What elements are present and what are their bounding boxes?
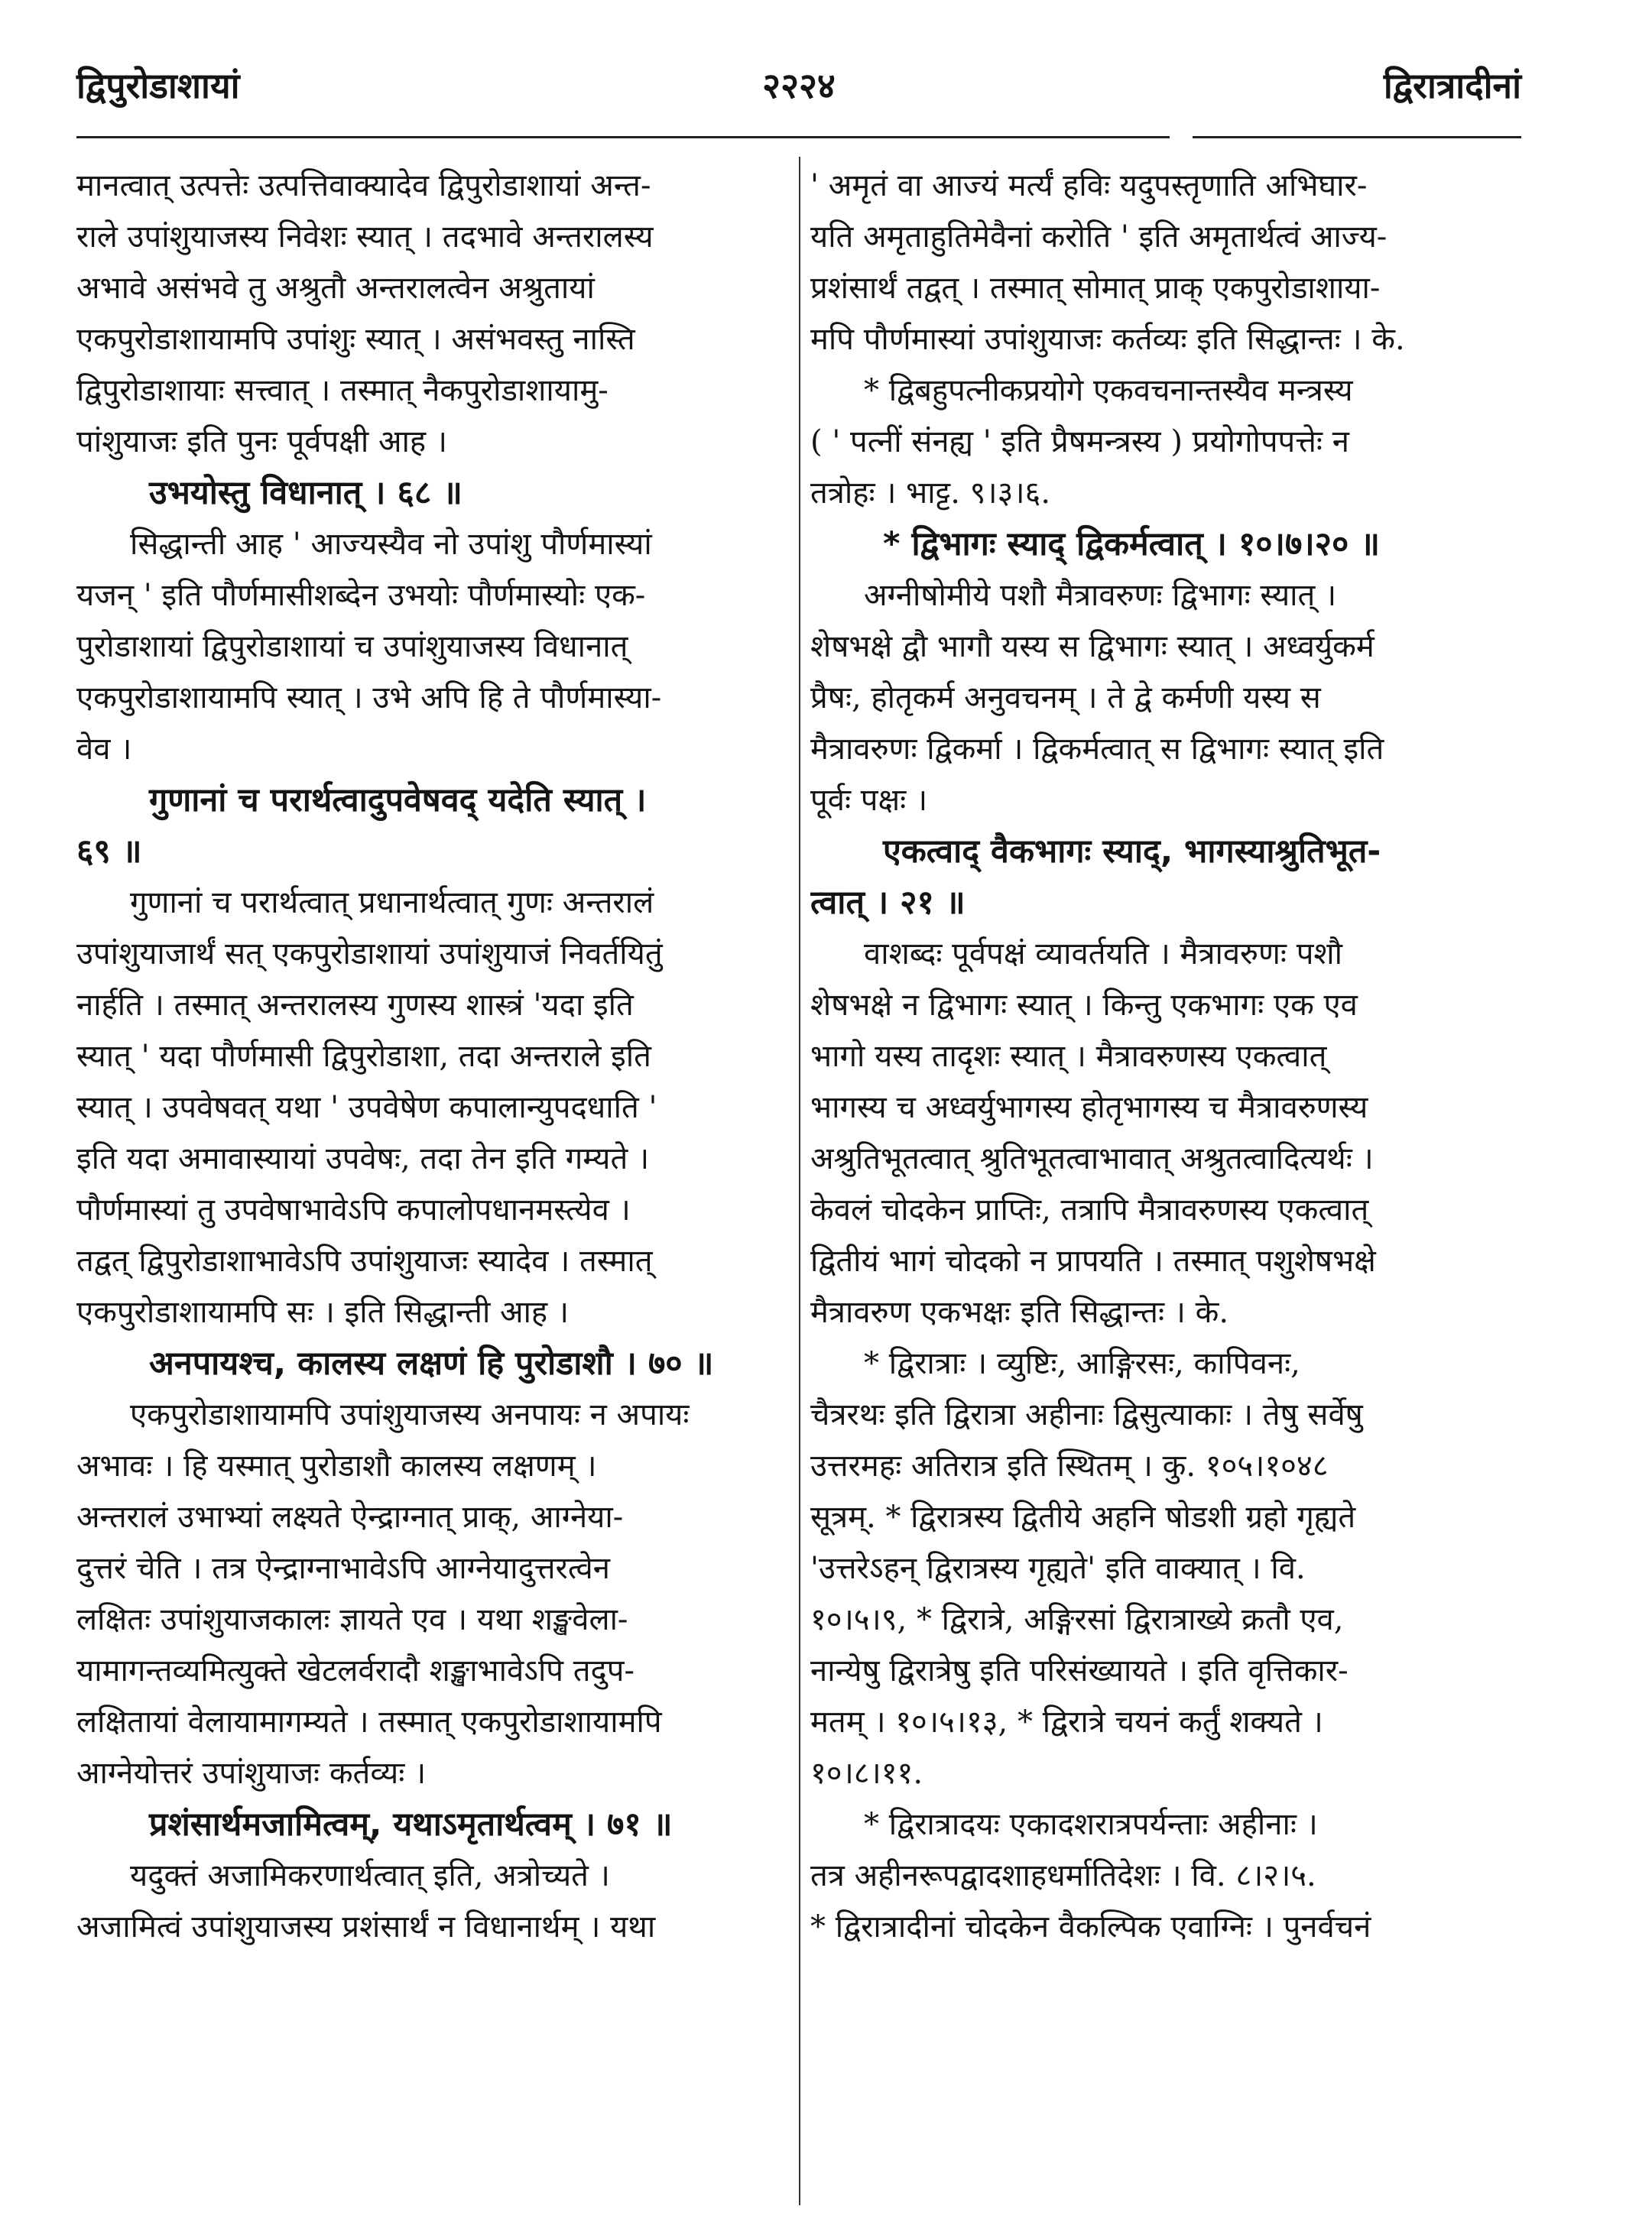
text-line: पांशुयाजः इति पुनः पूर्वपक्षी आह । <box>76 424 447 459</box>
paragraph-first-line: गुणानां च परार्थत्वात् प्रधानार्थत्वात् गुणः अन्तरालं <box>130 885 654 920</box>
text-line: द्वितीयं भागं चोदको न प्रापयति । तस्मात् पशुशेषभक्षे <box>810 1244 1376 1279</box>
sutra-heading: * द्विभागः स्याद् द्विकर्मत्वात् । १०।७।२० ॥ <box>883 525 1381 563</box>
text-line: वेव । <box>76 731 132 767</box>
text-line: एकपुरोडाशायामपि उपांशुः स्यात् । असंभवस्तु नास्ति <box>76 322 635 357</box>
text-line: तद्वत् द्विपुरोडाशाभावेऽपि उपांशुयाजः स्यादेव । तस्मात् <box>76 1244 653 1279</box>
paragraph-first-line: * द्विरात्रादयः एकादशरात्रपर्यन्ताः अहीनाः । <box>864 1807 1318 1842</box>
sutra-heading: उभयोस्तु विधानात् । ६८ ॥ <box>149 474 462 512</box>
text-line: मैत्रावरुण एकभक्षः इति सिद्धान्तः । के. <box>810 1295 1229 1330</box>
header-rule-right <box>1193 136 1521 138</box>
text-line: पूर्वः पक्षः । <box>810 783 928 818</box>
text-line: चैत्ररथः इति द्विरात्रा अहीनाः द्विसुत्याकाः । तेषु सर्वेषु <box>810 1397 1363 1432</box>
text-line: यति अमृताहुतिमेवैनां करोति ' इति अमृतार्थत्वं आज्य- <box>810 219 1387 255</box>
paragraph-first-line: सिद्धान्ती आह ' आज्यस्यैव नो उपांशु पौर्णमास्यां <box>130 527 652 562</box>
text-line: आग्नेयोत्तरं उपांशुयाजः कर्तव्यः । <box>76 1756 427 1791</box>
text-line: १०।८।११. <box>810 1756 923 1791</box>
text-line: प्रशंसार्थं तद्वत् । तस्मात् सोमात् प्राक् एकपुरोडाशाया- <box>810 271 1381 306</box>
text-line: प्रैषः, होतृकर्म अनुवचनम् । ते द्वे कर्मणी यस्य स <box>810 680 1321 715</box>
text-line: ( ' पत्नीं संनह्य ' इति प्रैषमन्त्रस्य ) प्रयोगोपपत्तेः न <box>810 424 1349 459</box>
paragraph-first-line: अग्नीषोमीये पशौ मैत्रावरुणः द्विभागः स्यात् । <box>864 578 1337 613</box>
text-line: नार्हति । तस्मात् अन्तरालस्य गुणस्य शास्त्रं 'यदा इति <box>76 988 634 1023</box>
text-line: मानत्वात् उत्पत्तेः उत्पत्तिवाक्यादेव द्विपुरोडाशायां अन्त- <box>76 168 651 203</box>
text-line: अन्तरालं उभाभ्यां लक्ष्यते ऐन्द्राग्नात् प्राक्, आग्नेया- <box>76 1500 624 1535</box>
text-line: केवलं चोदकेन प्राप्तिः, तत्रापि मैत्रावरुणस्य एकत्वात् <box>810 1192 1369 1228</box>
text-line: अभावः । हि यस्मात् पुरोडाशौ कालस्य लक्षणम् । <box>76 1448 597 1484</box>
text-line: अजामित्वं उपांशुयाजस्य प्रशंसार्थं न विधानार्थम् । यथा <box>76 1909 656 1945</box>
sutra-heading-continued: ६९ ॥ <box>76 832 142 871</box>
text-line: यजन् ' इति पौर्णमासीशब्देन उभयोः पौर्णमास्योः एक- <box>76 578 646 613</box>
paragraph-first-line: एकपुरोडाशायामपि उपांशुयाजस्य अनपायः न अपायः <box>130 1397 690 1432</box>
text-line: उपांशुयाजार्थं सत् एकपुरोडाशायां उपांशुयाजं निवर्तयितुं <box>76 936 663 972</box>
text-line: अश्रुतिभूतत्वात् श्रुतिभूतत्वाभावात् अश्रुतत्वादित्यर्थः । <box>810 1141 1374 1176</box>
left-column <box>76 161 795 2207</box>
text-line: अभावे असंभवे तु अश्रुतौ अन्तरालत्वेन अश्रुतायां <box>76 271 595 306</box>
column-divider <box>799 157 800 2205</box>
text-line: इति यदा अमावास्यायां उपवेषः, तदा तेन इति गम्यते । <box>76 1141 650 1176</box>
running-head-right: द्विरात्रादीनां <box>1383 65 1521 106</box>
text-line: ' अमृतं वा आज्यं मर्त्यं हविः यदुपस्तृणाति अभिघार- <box>810 168 1368 203</box>
text-line: द्विपुरोडाशायाः सत्त्वात् । तस्मात् नैकपुरोडाशायामु- <box>76 373 609 408</box>
text-line: पौर्णमास्यां तु उपवेषाभावेऽपि कपालोपधानमस्त्येव । <box>76 1192 631 1228</box>
page-header <box>76 61 1521 145</box>
paragraph-first-line: * द्विबहुपत्नीकप्रयोगे एकवचनान्तस्यैव मन्त्रस्य <box>864 373 1353 408</box>
text-line: पुरोडाशायां द्विपुरोडाशायां च उपांशुयाजस्य विधानात् <box>76 629 628 664</box>
sutra-heading: प्रशंसार्थमजामित्वम्, यथाऽमृतार्थत्वम् । ७१ ॥ <box>149 1805 673 1844</box>
text-line: एकपुरोडाशायामपि स्यात् । उभे अपि हि ते पौर्णमास्या- <box>76 680 662 715</box>
text-line: तत्रोहः । भाट्ट. ९।३।६. <box>810 475 1051 511</box>
text-line: लक्षितः उपांशुयाजकालः ज्ञायते एव । यथा शङ्खवेला- <box>76 1602 628 1637</box>
right-column <box>810 161 1537 2207</box>
page-number: २२२४ <box>762 65 836 106</box>
text-line: उत्तरमहः अतिरात्र इति स्थितम् । कु. १०५।१०४८ <box>810 1448 1329 1484</box>
running-head-left: द्विपुरोडाशायां <box>76 65 240 106</box>
text-line: स्यात् । उपवेषवत् यथा ' उपवेषेण कपालान्युपदधाति ' <box>76 1090 657 1125</box>
text-line: मैत्रावरुणः द्विकर्मा । द्विकर्मत्वात् स द्विभागः स्यात् इति <box>810 731 1384 767</box>
paragraph-first-line: वाशब्दः पूर्वपक्षं व्यावर्तयति । मैत्रावरुणः पशौ <box>864 936 1342 972</box>
sutra-heading: अनपायश्च, कालस्य लक्षणं हि पुरोडाशौ । ७० ॥ <box>149 1345 714 1383</box>
text-line: एकपुरोडाशायामपि सः । इति सिद्धान्ती आह । <box>76 1295 570 1330</box>
text-line: मपि पौर्णमास्यां उपांशुयाजः कर्तव्यः इति सिद्धान्तः । के. <box>810 322 1405 357</box>
text-line: सूत्रम्. * द्विरात्रस्य द्वितीये अहनि षोडशी ग्रहो गृह्यते <box>810 1500 1356 1535</box>
text-line: दुत्तरं चेति । तत्र ऐन्द्राग्नाभावेऽपि आग्नेयादुत्तरत्वेन <box>76 1551 610 1586</box>
text-line: शेषभक्षे द्वौ भागौ यस्य स द्विभागः स्यात् । अध्वर्युकर्म <box>810 629 1375 664</box>
paragraph-first-line: * द्विरात्राः । व्युष्टिः, आङ्गिरसः, कापिवनः, <box>864 1346 1300 1381</box>
text-line: मतम् । १०।५।१३, * द्विरात्रे चयनं कर्तुं शक्यते । <box>810 1705 1323 1740</box>
text-line: यामागन्तव्यमित्युक्ते खेटलर्वरादौ शङ्खाभावेऽपि तदुप- <box>76 1653 635 1688</box>
text-line: भागस्य च अध्वर्युभागस्य होतृभागस्य च मैत्रावरुणस्य <box>810 1090 1368 1125</box>
text-line: * द्विरात्रादीनां चोदकेन वैकल्पिक एवाग्निः । पुनर्वचनं <box>810 1909 1371 1945</box>
sutra-heading: गुणानां च परार्थत्वादुपवेषवद् यदेति स्यात् । <box>149 781 647 819</box>
header-rule-left <box>76 136 1170 138</box>
text-line: 'उत्तरेऽहन् द्विरात्रस्य गृह्यते' इति वाक्यात् । वि. <box>810 1551 1306 1586</box>
text-line: नान्येषु द्विरात्रेषु इति परिसंख्यायते । इति वृत्तिकार- <box>810 1653 1349 1688</box>
text-line: भागो यस्य तादृशः स्यात् । मैत्रावरुणस्य एकत्वात् <box>810 1039 1327 1074</box>
text-line: स्यात् ' यदा पौर्णमासी द्विपुरोडाशा, तदा अन्तराले इति <box>76 1039 651 1074</box>
text-line: तत्र अहीनरूपद्वादशाहधर्मातिदेशः । वि. ८।२।५. <box>810 1858 1316 1893</box>
text-line: राले उपांशुयाजस्य निवेशः स्यात् । तदभावे अन्तरालस्य <box>76 219 654 255</box>
sutra-heading: एकत्वाद् वैकभागः स्याद्, भागस्याश्रुतिभूत- <box>883 832 1381 871</box>
text-line: लक्षितायां वेलायामागम्यते । तस्मात् एकपुरोडाशायामपि <box>76 1705 662 1740</box>
text-line: १०।५।९, * द्विरात्रे, अङ्गिरसां द्विरात्राख्ये क्रतौ एव, <box>810 1602 1344 1637</box>
sutra-heading-continued: त्वात् । २१ ॥ <box>810 884 966 922</box>
paragraph-first-line: यदुक्तं अजामिकरणार्थत्वात् इति, अत्रोच्यते । <box>130 1858 610 1893</box>
text-line: शेषभक्षे न द्विभागः स्यात् । किन्तु एकभागः एक एव <box>810 988 1358 1023</box>
